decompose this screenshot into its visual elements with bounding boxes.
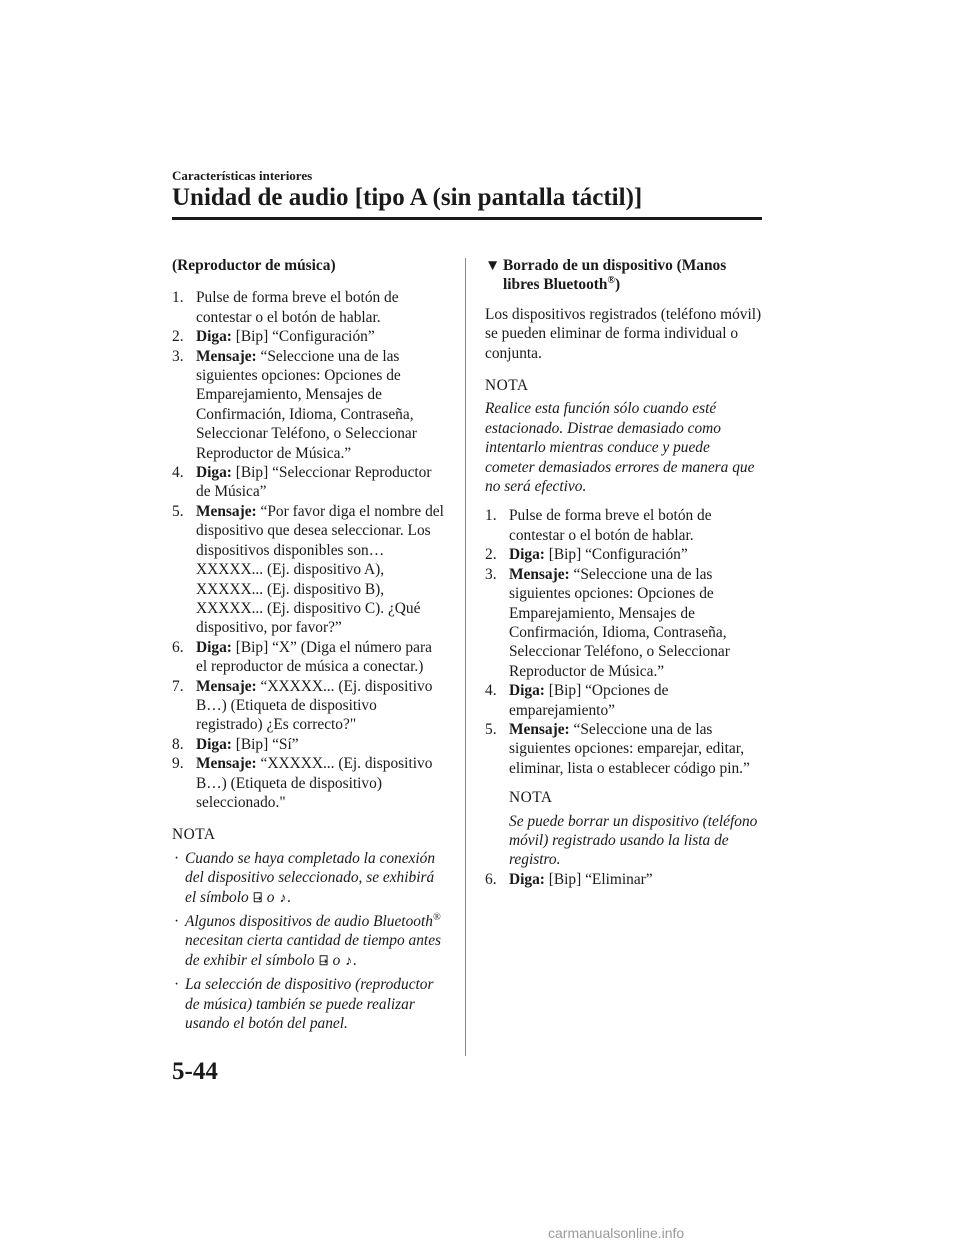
heading-line-2: libres Bluetooth [503,276,608,294]
list-item [172,849,444,908]
heading-line-1: Borrado de un dispositivo (Manos [503,257,727,274]
note-text: o [262,888,279,906]
list-item [172,677,444,735]
nota-text: Realice esta función sólo cuando esté estacionado. Distrae demasiado como intentarlo mientras conduce y puede cometer demasiados errores de manera que no será efectivo. [485,400,755,496]
step-number: 9. [172,755,184,773]
step-text: Pulse de forma breve el botón de contestar o el botón de hablar. [509,507,712,544]
nota-text: Se puede borrar un dispositivo (teléfono móvil) registrado usando la lista de registro. [509,812,758,869]
step-keyword: Diga: [509,870,545,888]
step-number: 2. [172,328,184,346]
note-text: La selección de dispositivo (reproductor de música) también se puede realizar usando el botón del panel. [185,976,434,1033]
list-item [172,327,444,346]
left-subheading: (Reproductor de música) [172,257,336,274]
step-number: 8. [172,735,184,753]
list-item [485,720,763,870]
step-text: [Bip] “Sí” [231,735,299,753]
step-number: 5. [172,502,184,520]
triangle-marker-icon: ▼ [485,257,501,274]
nota-label: NOTA [172,826,216,844]
step-text: [Bip] “Configuración” [231,328,375,346]
bullet-dot: · [174,849,180,867]
step-text: “Por favor diga el nombre del dispositivo que desea seleccionar. Los dispositivos disponibles son… XXXXX... (Ej. dispositivo A), XXXXX... (Ej. dispositivo B), XXXXX... (Ej. dispositivo C). ¿Qué dispositivo, por favor?” [196,502,444,637]
music-note-icon: ♪ [279,890,287,906]
step-number: 3. [485,565,497,583]
list-item [485,870,763,889]
list-item [172,502,444,638]
step-number: 2. [485,546,497,564]
page-title: Unidad de audio [tipo A (sin pantalla táctil)] [172,184,643,211]
registered-mark: ® [607,275,615,287]
title-rule [172,217,762,220]
section-label: Características interiores [172,168,313,183]
note-text: Algunos dispositivos de audio Bluetooth [185,913,433,930]
right-column [485,256,763,889]
list-item [485,565,763,681]
right-heading [485,256,763,295]
step-number: 6. [172,638,184,656]
step-keyword: Diga: [196,464,232,482]
step-keyword: Diga: [509,682,545,700]
step-keyword: Mensaje: [196,347,257,365]
bullet-dot: · [174,913,180,930]
step-keyword: Mensaje: [196,502,257,520]
inner-nota [509,788,763,870]
step-keyword: Mensaje: [509,565,570,583]
left-column [172,256,444,1033]
step-text: “Seleccione una de las siguientes opciones: Opciones de Emparejamiento, Mensajes de Confirmación, Idioma, Contraseña, Seleccionar Teléfono, o Seleccionar Reproductor de Música.” [509,565,730,680]
note-text: necesitan cierta cantidad de tiempo antes de exhibir el símbolo [185,932,442,969]
step-number: 1. [172,289,184,307]
step-text: [Bip] “Eliminar” [544,870,653,888]
list-item [485,506,763,545]
step-text: [Bip] “Configuración” [544,546,688,564]
step-number: 7. [172,677,184,695]
note-text: Cuando se haya completado la conexión del dispositivo seleccionado, se exhibirá el símbolo [185,849,436,906]
note-text: o [328,951,345,969]
list-item [172,463,444,502]
registered-mark: ® [432,911,441,923]
step-keyword: Diga: [196,735,232,753]
list-item [172,288,444,327]
list-item [172,638,444,677]
step-number: 6. [485,870,497,888]
step-number: 4. [485,682,497,700]
note-text: . [287,888,292,906]
bluetooth-phone-icon: ⍈ [253,890,262,906]
step-keyword: Diga: [509,546,545,564]
step-number: 1. [485,507,497,525]
step-text: Pulse de forma breve el botón de contestar o el botón de hablar. [196,289,399,326]
step-text: “Seleccione una de las siguientes opciones: Opciones de Emparejamiento, Mensajes de Confirmación, Idioma, Contraseña, Seleccionar Teléfono, o Seleccionar Reproductor de Música.” [196,347,417,462]
step-text: [Bip] “Opciones de emparejamiento” [509,682,669,719]
step-number: 4. [172,464,184,482]
list-item [172,912,444,971]
list-item [172,347,444,463]
step-number: 5. [485,720,497,738]
page-number: 5-44 [172,1058,218,1085]
list-item [172,735,444,754]
nota-bullets [172,849,444,1034]
step-keyword: Mensaje: [196,677,257,695]
step-text: [Bip] “X” (Diga el número para el reproductor de música a conectar.) [196,638,432,676]
list-item [485,545,763,564]
step-keyword: Diga: [196,638,232,656]
music-note-icon: ♪ [345,953,353,969]
heading-close: ) [614,276,621,294]
list-item [172,754,444,812]
step-text: “XXXXX... (Ej. dispositivo B…) (Etiqueta de dispositivo registrado) ¿Es correcto?" [196,677,433,734]
step-text: “Seleccione una de las siguientes opciones: emparejar, editar, eliminar, lista o establecer código pin.” [509,720,750,777]
left-steps-list [172,288,444,812]
bullet-dot: · [174,976,180,994]
watermark: carmanualsonline.info [548,1225,685,1241]
bluetooth-phone-icon: ⍈ [319,953,328,969]
step-keyword: Mensaje: [509,720,570,738]
step-text: “XXXXX... (Ej. dispositivo B…) (Etiqueta de dispositivo) seleccionado." [196,755,433,811]
nota-label: NOTA [509,789,553,807]
step-keyword: Diga: [196,328,232,346]
nota-label: NOTA [485,377,529,395]
column-divider [465,258,466,1056]
intro-paragraph: Los dispositivos registrados (teléfono móvil) se pueden eliminar de forma individual o conjunta. [485,305,762,362]
list-item [172,975,444,1033]
list-item [485,681,763,720]
right-steps-list [485,506,763,889]
step-number: 3. [172,347,184,365]
note-text: . [353,951,358,969]
step-keyword: Mensaje: [196,755,257,773]
step-text: [Bip] “Seleccionar Reproductor de Música” [196,464,432,501]
